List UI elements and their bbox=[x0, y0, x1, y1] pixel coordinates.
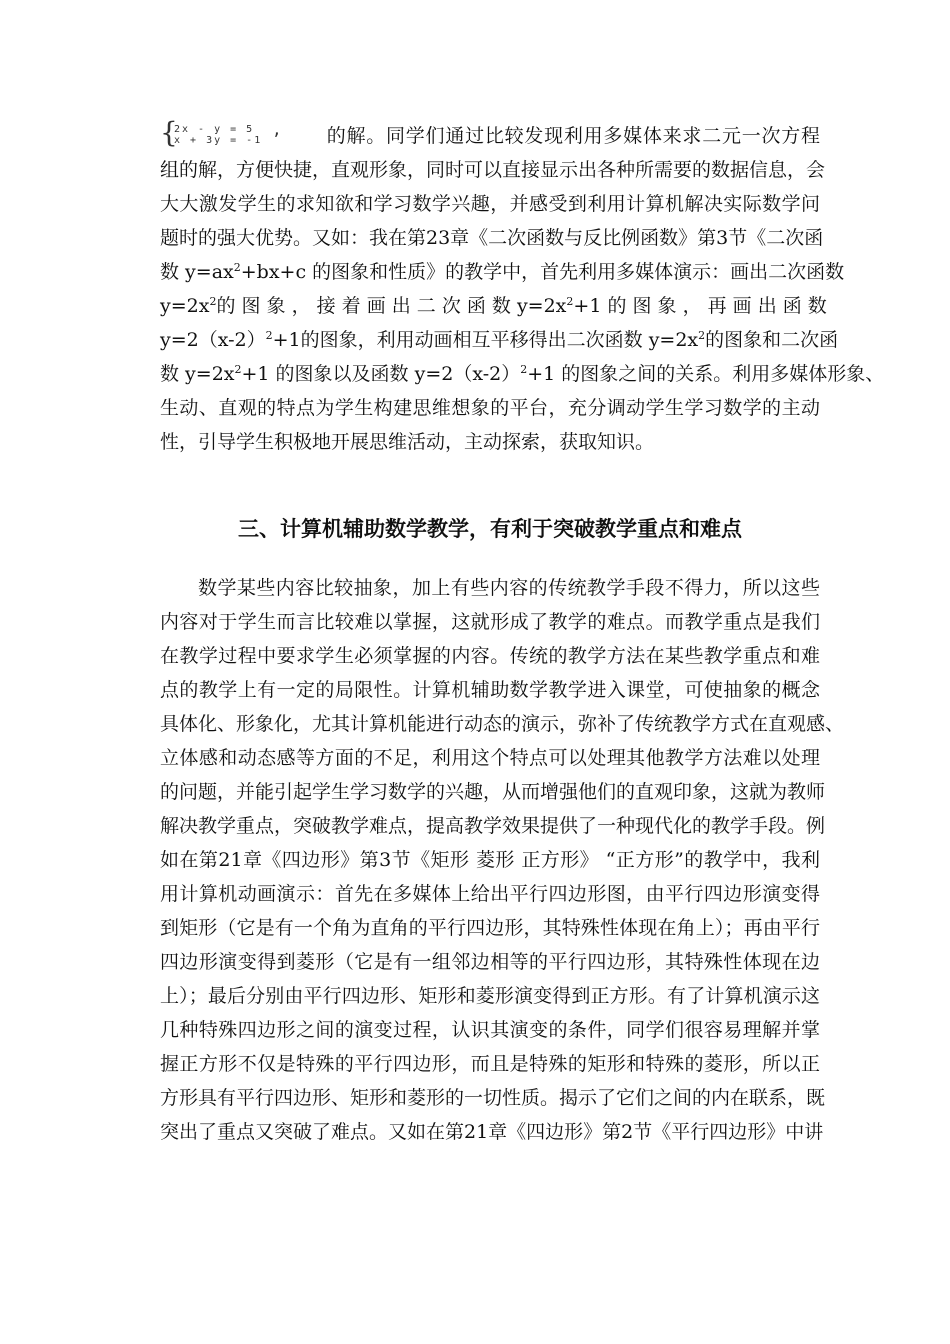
text-line: 数学某些内容比较抽象，加上有些内容的传统教学手段不得力，所以这些 bbox=[198, 577, 820, 599]
text-line: 具体化、形象化，尤其计算机能进行动态的演示，弥补了传统教学方式在直观感、 bbox=[160, 713, 845, 735]
text-segment: y=2x bbox=[160, 295, 210, 317]
text-line bbox=[160, 323, 839, 357]
text-line: 上）；最后分别由平行四边形、矩形和菱形演变得到正方形。有了计算机演示这 bbox=[160, 985, 820, 1007]
superscript: 2 bbox=[520, 363, 528, 376]
text-line: 几种特殊四边形之间的演变过程，认识其演变的条件，同学们很容易理解并掌 bbox=[160, 1019, 820, 1041]
text-line: 立体感和动态感等方面的不足，利用这个特点可以处理其他教学方法难以处理 bbox=[160, 747, 820, 769]
superscript: 2 bbox=[233, 261, 241, 274]
text-line: 如在第21章《四边形》第3节《矩形 菱形 正方形》 “正方形”的教学中，我利 bbox=[160, 849, 820, 871]
text-line: 题时的强大优势。又如：我在第23章《二次函数与反比例函数》第3节《二次函 bbox=[160, 227, 824, 249]
text-segment: 的 图 象 ， 接 着 画 出 二 次 函 数 y=2x bbox=[216, 295, 567, 317]
text-line: 突出了重点又突破了难点。又如在第21章《四边形》第2节《平行四边形》中讲 bbox=[160, 1121, 824, 1143]
text-line: 生动、直观的特点为学生构建思维想象的平台，充分调动学生学习数学的主动 bbox=[160, 397, 820, 419]
paragraph-1 bbox=[160, 116, 885, 459]
text-line: 性，引导学生积极地开展思维活动，主动探索，获取知识。 bbox=[160, 431, 655, 453]
text-line: 大大激发学生的求知欲和学习数学兴趣，并感受到利用计算机解决实际数学问 bbox=[160, 193, 820, 215]
text-line: 到矩形（它是有一个角为直角的平行四边形，其特殊性体现在角上）；再由平行 bbox=[160, 917, 820, 939]
text-line bbox=[160, 357, 885, 391]
text-line: 点的教学上有一定的局限性。计算机辅助数学教学进入课堂，可使抽象的概念 bbox=[160, 679, 820, 701]
text-segment: +1 的图象之间的关系。利用多媒体形象、 bbox=[527, 363, 885, 385]
text-segment: 的解。同学们通过比较发现利用多媒体来求二元一次方程 bbox=[326, 125, 820, 147]
text-segment: 的图象和二次函 bbox=[705, 329, 839, 351]
superscript: 2 bbox=[698, 329, 706, 342]
text-segment: +bx+c 的图象和性质》的教学中，首先利用多媒体演示：画出二次函数 bbox=[240, 261, 845, 283]
text-segment: +1 的 图 象 ， 再 画 出 函 数 bbox=[573, 295, 827, 317]
superscript: 2 bbox=[566, 295, 574, 308]
equation-line-2: x + 3y = -1 bbox=[174, 135, 263, 146]
superscript: 2 bbox=[234, 363, 242, 376]
text-segment: +1的图象，利用动画相互平移得出二次函数 y=2x bbox=[272, 329, 699, 351]
text-line bbox=[160, 255, 845, 289]
text-line: 内容对于学生而言比较难以掌握，这就形成了教学的难点。而教学重点是我们 bbox=[160, 611, 820, 633]
text-line: 组的解，方便快捷，直观形象，同时可以直接显示出各种所需要的数据信息，会 bbox=[160, 159, 826, 181]
text-segment: 数 y=2x bbox=[160, 363, 235, 385]
text-segment: +1 的图象以及函数 y=2（x-2） bbox=[241, 363, 521, 385]
equation-comma: , bbox=[272, 120, 282, 139]
text-line: 四边形演变得到菱形（它是有一组邻边相等的平行四边形，其特殊性体现在边 bbox=[160, 951, 820, 973]
equation-line-1: 2x - y = 5 bbox=[174, 124, 255, 135]
text-line: 握正方形不仅是特殊的平行四边形，而且是特殊的矩形和特殊的菱形，所以正 bbox=[160, 1053, 820, 1075]
text-line: 解决教学重点，突破教学难点，提高教学效果提供了一种现代化的教学手段。例 bbox=[160, 815, 826, 837]
superscript: 2 bbox=[265, 329, 273, 342]
text-line: 在教学过程中要求学生必须掌握的内容。传统的教学方法在某些教学重点和难 bbox=[160, 645, 820, 667]
text-segment: y=2（x-2） bbox=[160, 329, 266, 351]
text-line bbox=[160, 116, 820, 153]
text-line bbox=[160, 289, 827, 323]
text-line: 用计算机动画演示：首先在多媒体上给出平行四边形图，由平行四边形演变得 bbox=[160, 883, 820, 905]
equation-brace: { bbox=[160, 116, 178, 149]
text-segment: 数 y=ax bbox=[160, 261, 234, 283]
equation-system bbox=[160, 116, 310, 152]
text-line: 的问题，并能引起学生学习数学的兴趣，从而增强他们的直观印象，这就为教师 bbox=[160, 781, 826, 803]
section-heading: 三、计算机辅助数学教学，有利于突破教学重点和难点 bbox=[238, 517, 742, 541]
text-line: 方形具有平行四边形、矩形和菱形的一切性质。揭示了它们之间的内在联系，既 bbox=[160, 1087, 826, 1109]
paragraph-2 bbox=[160, 571, 845, 1149]
superscript: 2 bbox=[209, 295, 217, 308]
